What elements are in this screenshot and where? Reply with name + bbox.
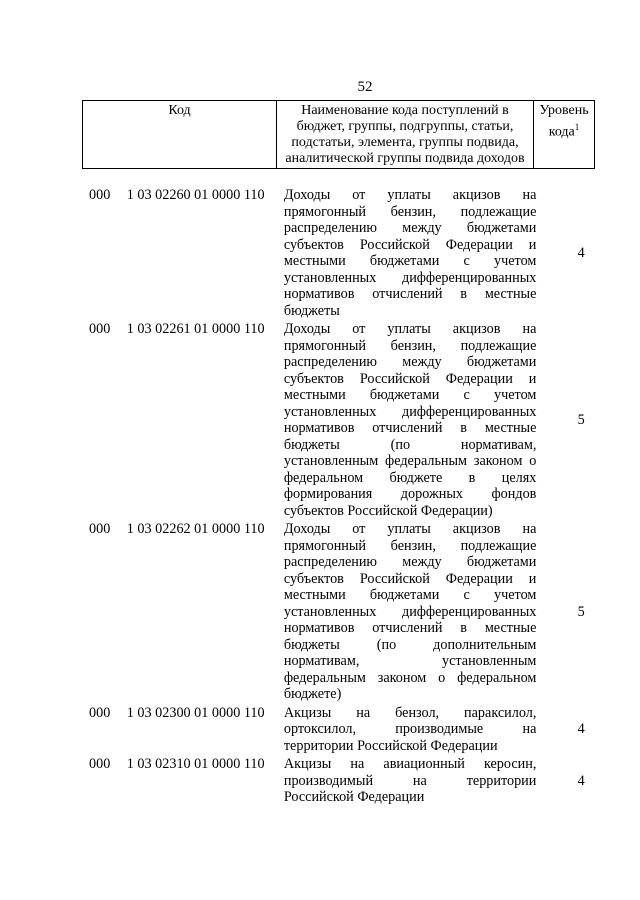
row-prefix: 000 [89,321,111,337]
header-code-label: Код [168,103,191,118]
row-code: 1 03 02261 01 0000 110 [126,321,265,337]
page-number: 52 [357,79,373,95]
row-level: 5 [577,603,585,620]
row-code: 1 03 02260 01 0000 110 [126,187,265,203]
row-name: Доходы от уплаты акцизов на прямогонный бензин, подлежащие распределению между бюджетами субъектов Российской Федерации и местными бюджетами с учетом установленных дифференцированных нормативов отчислений в местные бюджеты (по дополнительным нормативам, установленным федеральным законом о федеральном бюджете) [283,521,537,702]
row-name: Доходы от уплаты акцизов на прямогонный бензин, подлежащие распределению между бюджетами субъектов Российской Федерации и местными бюджетами с учетом установленных дифференцированных нормативов отчислений в местные бюджеты [283,187,537,319]
header-code [83,101,277,169]
row-level: 4 [577,244,585,261]
row-name: Акцизы на бензол, параксилол, ортоксилол, производимые на территории Российской Федерации [283,704,537,754]
header-name-label: Наименование кода поступлений в бюджет, группы, подгруппы, статьи, подстатьи, элемента, группы подвида, аналитической группы подвида доходов [285,103,525,166]
row-prefix: 000 [89,704,111,721]
header-level-label: Уровень кода [539,103,589,140]
header-name [277,101,534,169]
table-header [82,100,595,169]
row-prefix: 000 [89,521,111,537]
table-body [82,187,612,808]
header-level-footnote: 1 [574,122,580,132]
row-level: 4 [577,721,585,737]
row-prefix: 000 [89,187,111,203]
row-name: Доходы от уплаты акцизов на прямогонный бензин, подлежащие распределению между бюджетами субъектов Российской Федерации и местными бюджетами с учетом установленных дифференцированных нормативов отчислений в местные бюджеты (по нормативам, установленным федеральным законом о федеральном бюджете в целях формирования дорожных фондов субъектов Российской Федерации) [283,321,537,519]
row-code: 1 03 02262 01 0000 110 [126,521,265,537]
table-row [82,521,612,703]
row-code: 1 03 02310 01 0000 110 [126,756,265,772]
table-row [82,321,612,519]
table-row [82,756,612,806]
row-level: 4 [577,772,585,789]
row-level: 5 [577,411,585,428]
row-name: Акцизы на авиационный керосин, производимый на территории Российской Федерации [283,756,537,805]
table-row [82,705,612,755]
row-prefix: 000 [89,756,111,772]
table-row [82,187,612,319]
row-code: 1 03 02300 01 0000 110 [126,704,265,721]
header-level [534,101,595,169]
